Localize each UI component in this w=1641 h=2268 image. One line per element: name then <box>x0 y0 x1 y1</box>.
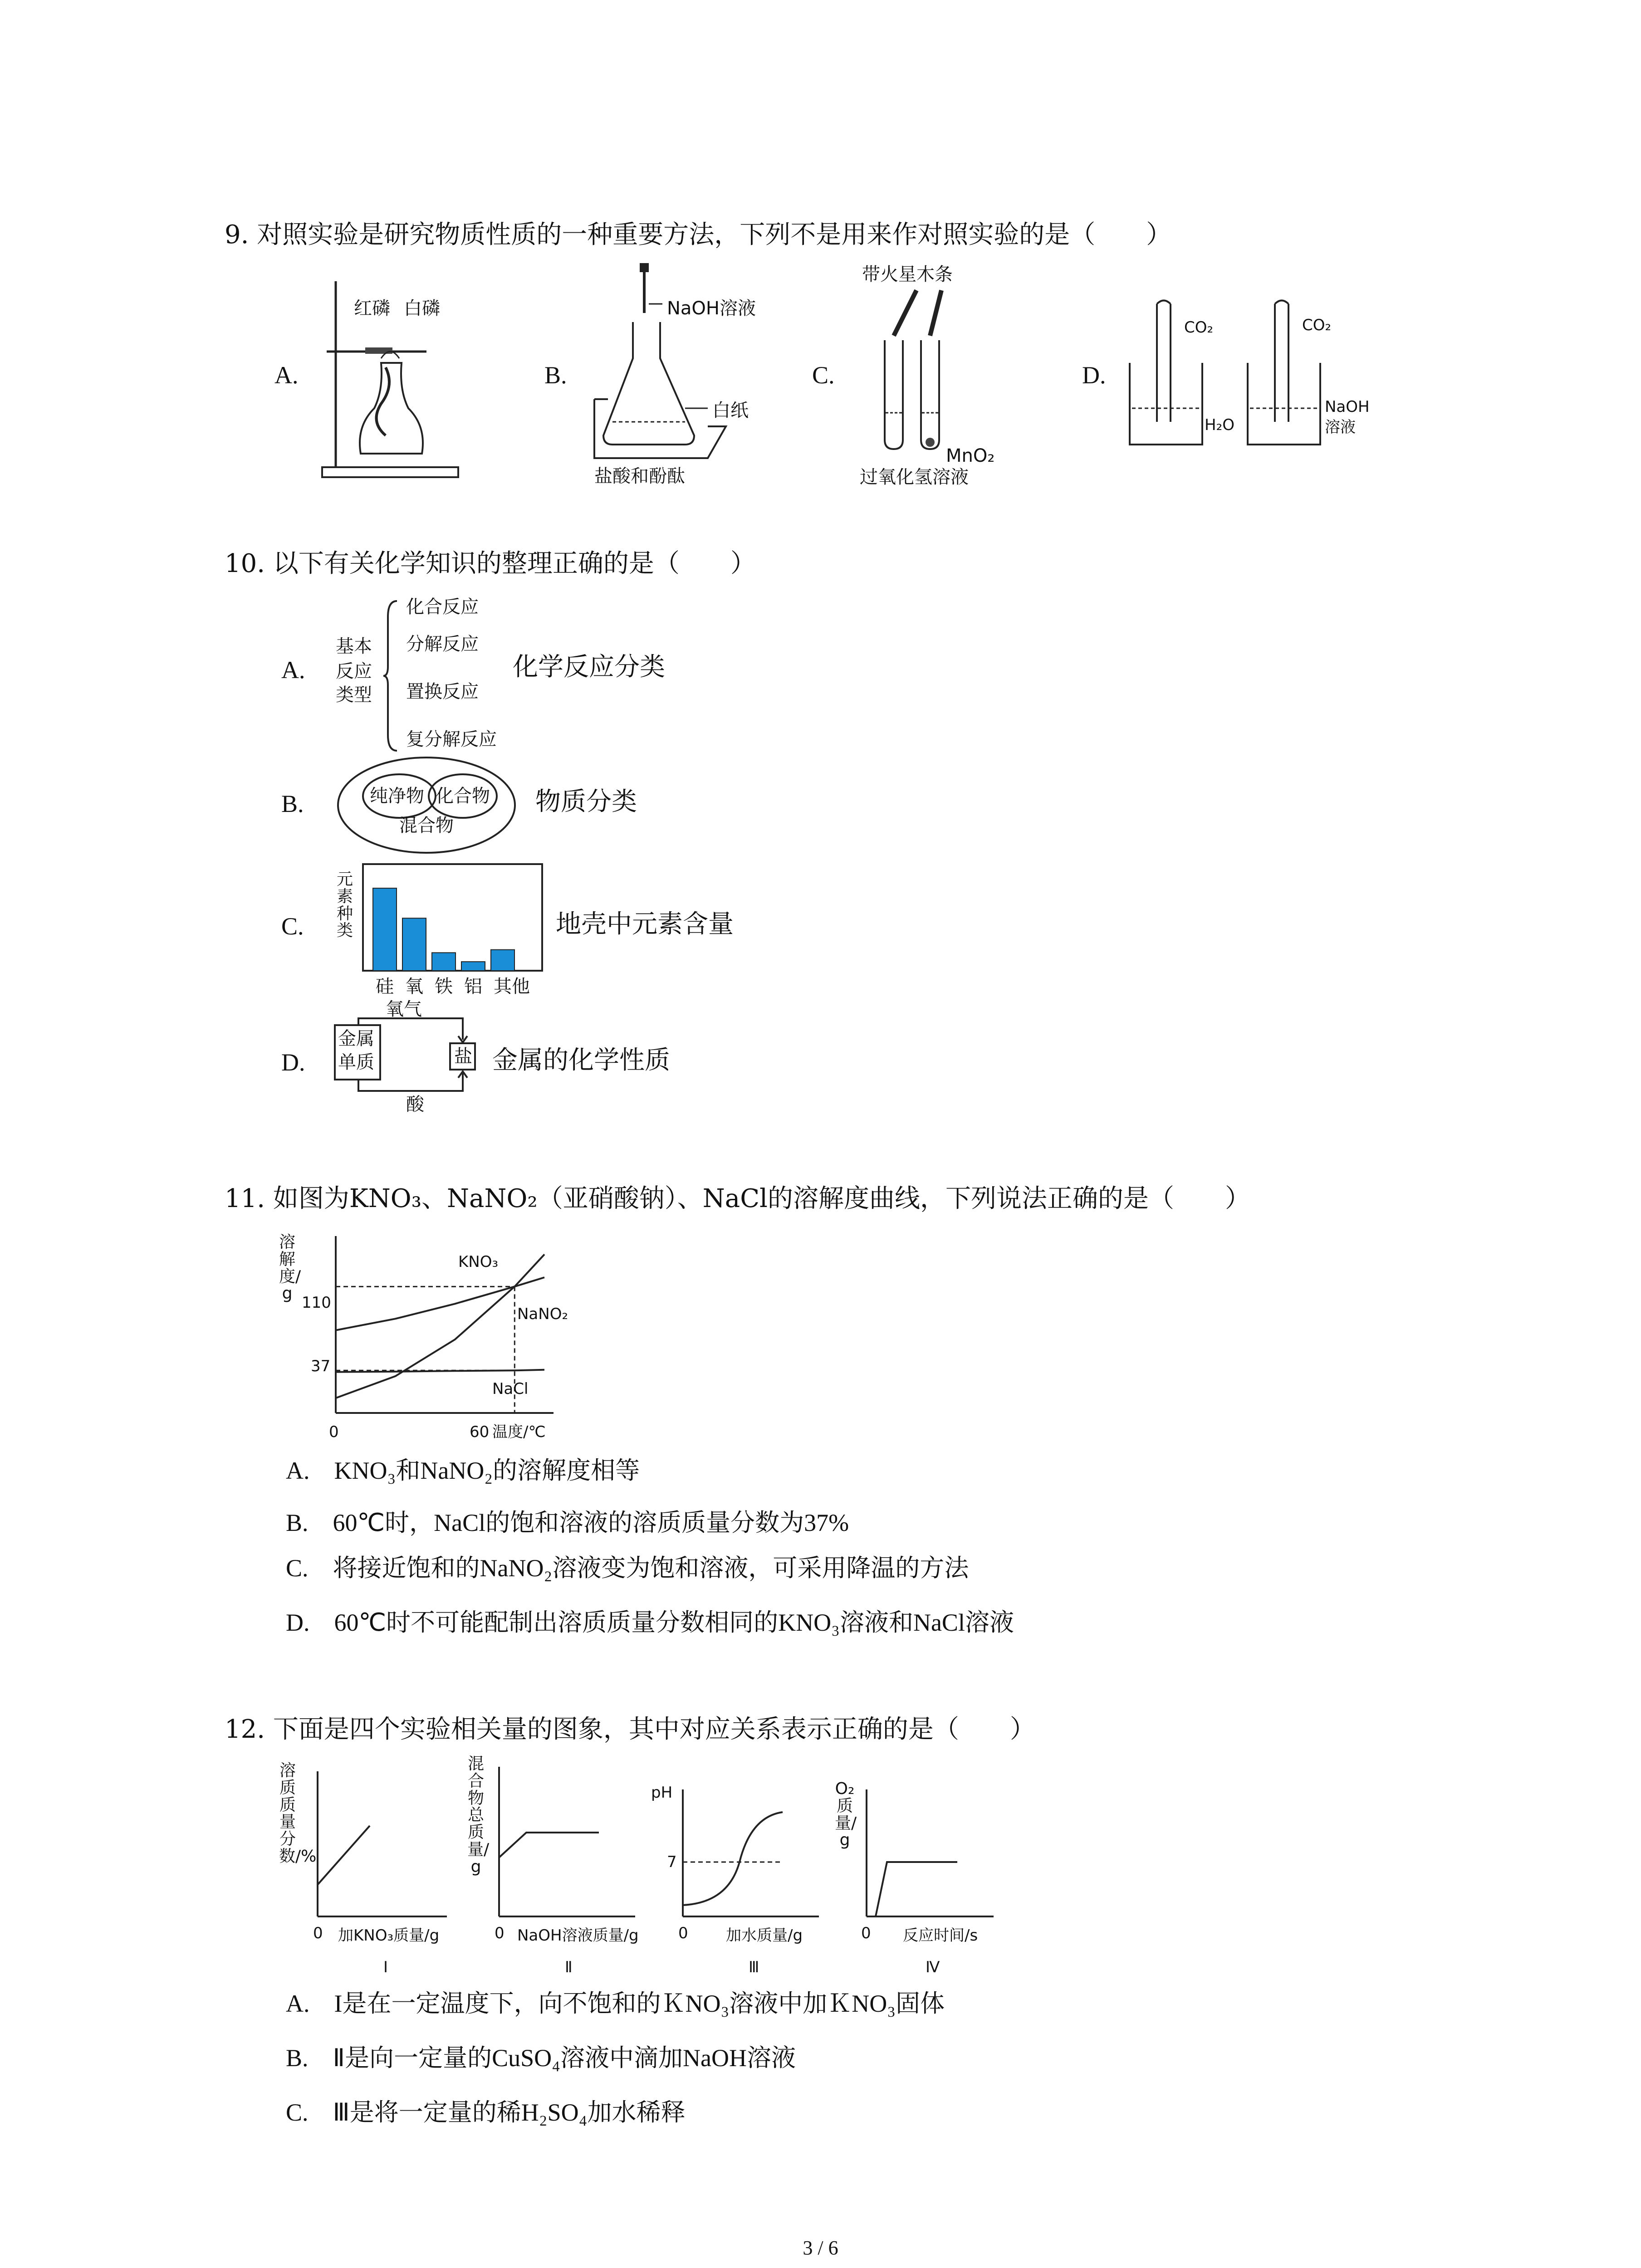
q10-a-item-1: 化合反应 <box>406 596 479 617</box>
q12-g2-xlabel: NaOH溶液质量/g <box>517 1926 639 1945</box>
q10-c-category-label: 铁 <box>435 976 453 997</box>
q10-c-category-label: 氧 <box>405 976 423 997</box>
q12-g2-numeral: Ⅱ <box>565 1958 573 1976</box>
q10-c-category-label: 其他 <box>494 976 530 997</box>
q10-c-caption: 地壳中元素含量 <box>556 909 734 939</box>
q12-option-c-text: Ⅲ是将一定量的稀H₂SO₄加水稀释 <box>333 2099 686 2126</box>
q12-graph-2 <box>495 1767 640 1921</box>
q9-apparatus-b <box>590 263 762 476</box>
q12-g1-ylabel: 溶质质量分数/% <box>279 1761 317 1866</box>
q11-ylabel: 溶解度/g <box>279 1233 301 1303</box>
q9-d-label-naoh: NaOH <box>1325 398 1370 416</box>
q12-option-b-text: Ⅱ是向一定量的CuSO₄溶液中滴加NaOH溶液 <box>333 2044 796 2072</box>
q11-curve-nano2 <box>336 1277 544 1330</box>
q11-option-a-text: KNO₃和NaNO₂的溶解度相等 <box>334 1457 640 1484</box>
q10-a-item-3: 置换反应 <box>406 681 479 702</box>
q12-option-b[interactable] <box>286 2046 796 2070</box>
q9-c-label-splint: 带火星木条 <box>862 264 953 285</box>
q10-option-c[interactable]: C. <box>281 913 304 940</box>
q9-d-label-co2-right: CO₂ <box>1302 316 1332 334</box>
q11-series-label-nacl: NaCl <box>492 1380 529 1398</box>
q12-g3-tick-7: 7 <box>667 1853 677 1871</box>
q9-a-label-red-phosphorus: 红磷 <box>354 298 390 319</box>
q11-option-b-letter: B. <box>286 1509 309 1536</box>
q9-c-label-h2o2: 过氧化氢溶液 <box>860 467 969 488</box>
q11-series-label-nano2: NaNO₂ <box>517 1305 568 1323</box>
q11-option-d-letter: D. <box>286 1609 310 1636</box>
q12-g4-xlabel: 反应时间/s <box>903 1926 978 1945</box>
q9-stem: 9. 对照实验是研究物质性质的一种重要方法，下列不是用来作对照实验的是（ ） <box>225 220 1172 249</box>
q11-series-label-kno3: KNO₃ <box>458 1253 499 1271</box>
q10-a-brace <box>383 599 402 753</box>
q10-option-d[interactable]: D. <box>281 1049 305 1076</box>
q12-option-a-text: I是在一定温度下，向不饱和的ＫNO₃溶液中加ＫNO₃固体 <box>334 1990 945 2017</box>
q12-stem: 12. 下面是四个实验相关量的图象，其中对应关系表示正确的是（ ） <box>225 1715 1035 1744</box>
q10-d-box2: 盐 <box>454 1046 472 1067</box>
q11-option-d-text: 60℃时不可能配制出溶质质量分数相同的KNO₃溶液和NaCl溶液 <box>334 1609 1014 1636</box>
q9-apparatus-a <box>318 272 463 481</box>
q10-c-category-label: 硅 <box>376 976 394 997</box>
q9-d-label-solution: 溶液 <box>1325 418 1356 436</box>
q11-ytick-37: 37 <box>311 1357 331 1375</box>
q10-a-item-2: 分解反应 <box>406 634 479 655</box>
q11-option-b[interactable] <box>286 1510 849 1535</box>
q11-origin: 0 <box>329 1423 339 1441</box>
q12-option-c[interactable] <box>286 2100 685 2125</box>
q11-curve-kno3 <box>336 1254 544 1398</box>
q9-c-label-mno2: MnO₂ <box>946 445 995 466</box>
q12-g1-origin: 0 <box>313 1924 323 1942</box>
q10-a-caption: 化学反应分类 <box>513 652 665 682</box>
q10-d-bottom: 酸 <box>406 1094 424 1115</box>
q10-a-left-3: 类型 <box>336 684 372 705</box>
q11-option-d[interactable] <box>286 1610 1014 1635</box>
q10-c-category-label: 铝 <box>464 976 482 997</box>
q12-g2-origin: 0 <box>495 1924 505 1942</box>
q11-xlabel: 温度/℃ <box>492 1423 546 1441</box>
q9-option-a[interactable]: A. <box>274 362 299 389</box>
q10-c-bar <box>402 918 426 971</box>
q11-option-b-text: 60℃时，NaCl的饱和溶液的溶质质量分数为37% <box>333 1509 849 1536</box>
q10-c-bar <box>461 962 485 971</box>
q10-c-extra-label: 氧气 <box>386 999 422 1020</box>
q10-option-b[interactable]: B. <box>281 790 304 817</box>
q11-xtick-60: 60 <box>470 1423 490 1441</box>
q12-option-c-letter: C. <box>286 2099 309 2126</box>
q12-g4-numeral: Ⅳ <box>926 1958 940 1976</box>
q9-option-b[interactable]: B. <box>544 362 567 389</box>
q9-b-label-paper: 白纸 <box>712 400 749 421</box>
q10-option-a[interactable]: A. <box>281 656 305 684</box>
q10-c-ylabel: 元素种类 <box>336 870 353 940</box>
q9-d-label-water: H₂O <box>1205 416 1234 434</box>
q12-option-a[interactable] <box>286 1991 945 2016</box>
q9-d-label-co2-left: CO₂ <box>1184 318 1214 337</box>
q12-g2-ylabel: 混合物总质量/g <box>467 1755 490 1876</box>
q12-g1-numeral: Ⅰ <box>383 1958 388 1976</box>
q12-option-a-letter: A. <box>286 1990 310 2017</box>
q10-c-chart <box>363 864 544 973</box>
q12-g1-xlabel: 加KNO₃质量/g <box>338 1926 440 1945</box>
q10-c-bar <box>491 950 514 971</box>
q11-option-c-letter: C. <box>286 1554 309 1582</box>
q10-b-outer: 混合物 <box>399 815 454 836</box>
q12-graph-3 <box>678 1789 823 1921</box>
q11-option-a[interactable] <box>286 1458 640 1483</box>
q12-g3-ylabel: pH <box>651 1784 673 1802</box>
q10-c-bar <box>432 953 456 971</box>
q11-ytick-110: 110 <box>302 1294 331 1312</box>
q9-b-label-acid-phenolphthalein: 盐酸和酚酞 <box>594 466 685 487</box>
q11-option-c-text: 将接近饱和的NaNO₂溶液变为饱和溶液，可采用降温的方法 <box>333 1554 969 1582</box>
q12-g3-numeral: Ⅲ <box>749 1958 759 1976</box>
q10-c-bar <box>373 888 397 971</box>
q10-b-venn <box>336 755 517 855</box>
q9-a-label-white-phosphorus: 白磷 <box>404 298 440 319</box>
q10-d-box1-line1: 金属 <box>338 1028 374 1049</box>
q10-a-left-2: 反应 <box>336 661 372 682</box>
q10-b-inner-1: 纯净物 <box>370 786 424 807</box>
q11-option-c[interactable] <box>286 1556 969 1580</box>
q12-g3-origin: 0 <box>678 1924 688 1942</box>
q12-g3-xlabel: 加水质量/g <box>726 1926 803 1945</box>
q10-d-caption: 金属的化学性质 <box>492 1046 670 1075</box>
q10-b-inner-2: 化合物 <box>436 786 490 807</box>
q12-option-b-letter: B. <box>286 2044 309 2072</box>
q9-apparatus-c <box>862 259 1016 472</box>
q10-a-left-1: 基本 <box>336 636 372 657</box>
q11-solubility-chart <box>331 1236 567 1427</box>
q9-option-c[interactable]: C. <box>812 362 835 389</box>
q11-stem: 11. 如图为KNO₃、NaNO₂（亚硝酸钠）、NaCl的溶解度曲线，下列说法正确的是（ ） <box>225 1184 1250 1213</box>
page-number: 3 / 6 <box>803 2237 838 2259</box>
q10-d-box1-line2: 单质 <box>338 1052 374 1073</box>
q11-option-a-letter: A. <box>286 1457 310 1484</box>
q9-option-d[interactable]: D. <box>1082 362 1106 389</box>
q12-g4-ylabel: O₂质量/g <box>835 1779 857 1850</box>
q10-a-item-4: 复分解反应 <box>406 729 497 750</box>
q10-stem: 10. 以下有关化学知识的整理正确的是（ ） <box>225 549 756 578</box>
q10-b-caption: 物质分类 <box>535 787 637 816</box>
q9-b-label-naoh: NaOH溶液 <box>667 298 756 319</box>
q12-graph-1 <box>313 1771 449 1921</box>
q12-graph-4 <box>862 1789 998 1921</box>
q12-g4-origin: 0 <box>861 1924 871 1942</box>
